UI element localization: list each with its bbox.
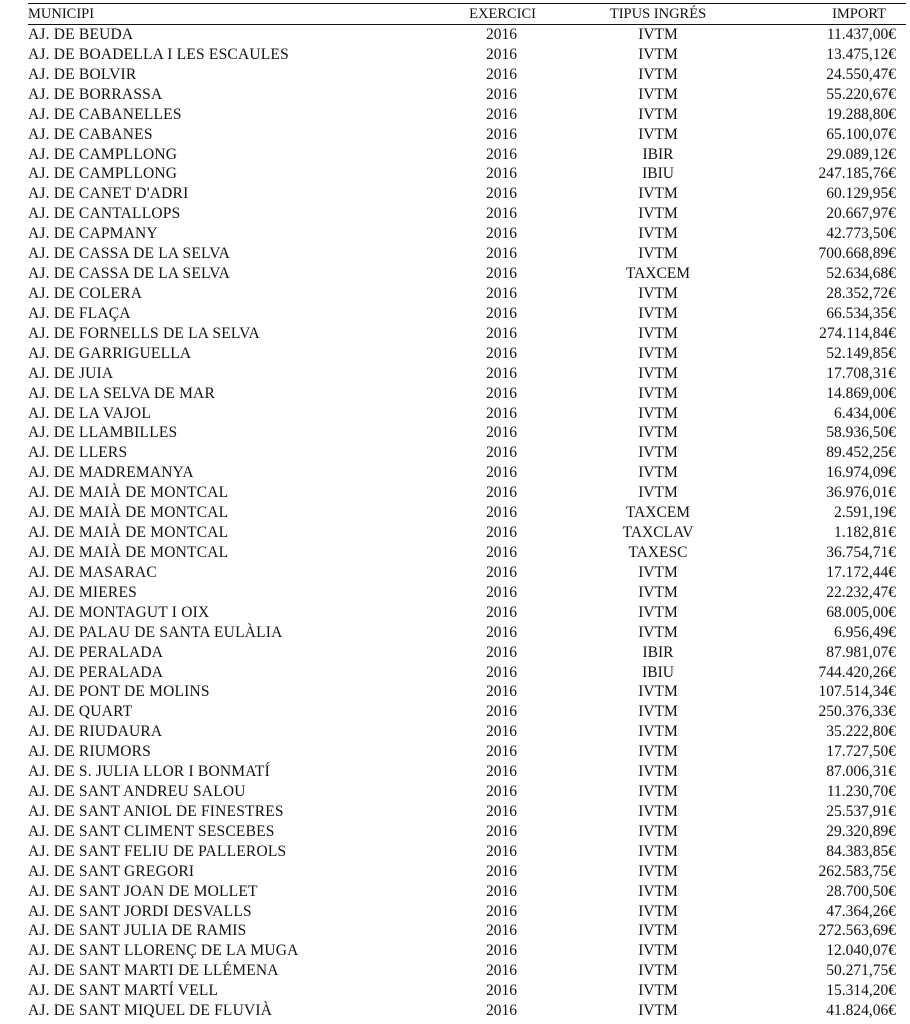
cell-import: 11.230,70€ xyxy=(826,783,896,801)
cell-municipi: AJ. DE SANT ANIOL DE FINESTRES xyxy=(28,802,284,820)
cell-tipus-ingres: IVTM xyxy=(638,85,678,103)
cell-municipi: AJ. DE CANTALLOPS xyxy=(28,205,181,223)
cell-tipus-ingres: IBIR xyxy=(642,145,674,163)
cell-municipi: AJ. DE SANT MARTI DE LLÉMENA xyxy=(28,962,279,980)
cell-municipi: AJ. DE QUART xyxy=(28,703,133,721)
table-row xyxy=(28,583,906,603)
cell-municipi: AJ. DE CANET D'ADRI xyxy=(28,185,189,203)
cell-import: 47.364,26€ xyxy=(826,902,896,920)
table-row xyxy=(28,85,906,105)
cell-tipus-ingres: IVTM xyxy=(638,484,678,502)
cell-tipus-ingres: IVTM xyxy=(638,65,678,83)
table-row xyxy=(28,264,906,284)
cell-municipi: AJ. DE MIERES xyxy=(28,583,137,601)
cell-tipus-ingres: IVTM xyxy=(638,404,678,422)
cell-exercici: 2016 xyxy=(486,45,517,63)
cell-tipus-ingres: IVTM xyxy=(638,882,678,900)
cell-tipus-ingres: IVTM xyxy=(638,26,678,43)
cell-exercici: 2016 xyxy=(486,524,517,542)
cell-exercici: 2016 xyxy=(486,205,517,223)
column-header-import: IMPORT xyxy=(738,4,906,25)
cell-tipus-ingres: IVTM xyxy=(638,942,678,960)
cell-exercici: 2016 xyxy=(486,245,517,263)
table-row xyxy=(28,941,906,961)
cell-import: 36.976,01€ xyxy=(826,484,896,502)
cell-municipi: AJ. DE SANT JORDI DESVALLS xyxy=(28,902,252,920)
cell-municipi: AJ. DE RIUMORS xyxy=(28,743,151,761)
cell-exercici: 2016 xyxy=(486,922,517,940)
cell-exercici: 2016 xyxy=(486,284,517,302)
cell-exercici: 2016 xyxy=(486,802,517,820)
cell-tipus-ingres: IVTM xyxy=(638,683,678,701)
table-header xyxy=(28,4,906,25)
cell-municipi: AJ. DE CABANES xyxy=(28,125,153,143)
table-body xyxy=(28,25,906,1022)
cell-import: 66.534,35€ xyxy=(826,304,896,322)
table-row xyxy=(28,603,906,623)
cell-municipi: AJ. DE SANT FELIU DE PALLEROLS xyxy=(28,842,287,860)
cell-import: 16.974,09€ xyxy=(826,464,896,482)
cell-import: 11.437,00€ xyxy=(826,26,896,43)
table-row xyxy=(28,742,906,762)
cell-import: 52.634,68€ xyxy=(826,265,896,283)
cell-exercici: 2016 xyxy=(486,484,517,502)
cell-exercici: 2016 xyxy=(486,822,517,840)
cell-import: 28.352,72€ xyxy=(826,284,896,302)
cell-tipus-ingres: IVTM xyxy=(638,205,678,223)
cell-exercici: 2016 xyxy=(486,982,517,1000)
cell-tipus-ingres: IVTM xyxy=(638,105,678,123)
table-row xyxy=(28,503,906,523)
table-row xyxy=(28,284,906,304)
tax-revenue-table xyxy=(28,3,906,1021)
table-row xyxy=(28,682,906,702)
cell-import: 84.383,85€ xyxy=(826,842,896,860)
cell-tipus-ingres: IVTM xyxy=(638,324,678,342)
cell-exercici: 2016 xyxy=(486,663,517,681)
cell-tipus-ingres: IVTM xyxy=(638,783,678,801)
cell-tipus-ingres: IVTM xyxy=(638,245,678,263)
cell-municipi: AJ. DE BOADELLA I LES ESCAULES xyxy=(28,45,289,63)
table-row xyxy=(28,981,906,1001)
cell-municipi: AJ. DE LLAMBILLES xyxy=(28,424,178,442)
cell-exercici: 2016 xyxy=(486,882,517,900)
cell-municipi: AJ. DE BEUDA xyxy=(28,26,134,43)
table-row xyxy=(28,483,906,503)
cell-exercici: 2016 xyxy=(486,225,517,243)
cell-import: 87.006,31€ xyxy=(826,763,896,781)
cell-exercici: 2016 xyxy=(486,324,517,342)
table-row xyxy=(28,344,906,364)
cell-exercici: 2016 xyxy=(486,623,517,641)
cell-exercici: 2016 xyxy=(486,364,517,382)
cell-tipus-ingres: IVTM xyxy=(638,444,678,462)
cell-exercici: 2016 xyxy=(486,603,517,621)
cell-import: 17.708,31€ xyxy=(826,364,896,382)
cell-import: 247.185,76€ xyxy=(818,165,896,183)
cell-import: 68.005,00€ xyxy=(826,603,896,621)
table-row xyxy=(28,902,906,922)
cell-import: 1.182,81€ xyxy=(834,524,896,542)
cell-import: 41.824,06€ xyxy=(826,1002,896,1020)
cell-exercici: 2016 xyxy=(486,942,517,960)
cell-import: 29.320,89€ xyxy=(826,822,896,840)
cell-exercici: 2016 xyxy=(486,703,517,721)
cell-import: 6.956,49€ xyxy=(834,623,896,641)
cell-tipus-ingres: IVTM xyxy=(638,563,678,581)
cell-tipus-ingres: IVTM xyxy=(638,723,678,741)
cell-municipi: AJ. DE BOLVIR xyxy=(28,65,137,83)
header-row xyxy=(28,4,906,25)
cell-municipi: AJ. DE JUIA xyxy=(28,364,114,382)
cell-import: 700.668,89€ xyxy=(818,245,896,263)
cell-exercici: 2016 xyxy=(486,543,517,561)
cell-tipus-ingres: IVTM xyxy=(638,1002,678,1020)
cell-exercici: 2016 xyxy=(486,1002,517,1020)
table-row xyxy=(28,563,906,583)
cell-municipi: AJ. DE FORNELLS DE LA SELVA xyxy=(28,324,260,342)
cell-import: 35.222,80€ xyxy=(826,723,896,741)
table-row xyxy=(28,882,906,902)
cell-tipus-ingres: IVTM xyxy=(638,603,678,621)
cell-tipus-ingres: IVTM xyxy=(638,125,678,143)
cell-tipus-ingres: IVTM xyxy=(638,583,678,601)
cell-tipus-ingres: IBIR xyxy=(642,643,674,661)
table-row xyxy=(28,423,906,443)
cell-municipi: AJ. DE LA SELVA DE MAR xyxy=(28,384,215,402)
cell-tipus-ingres: IVTM xyxy=(638,464,678,482)
cell-import: 58.936,50€ xyxy=(826,424,896,442)
cell-import: 274.114,84€ xyxy=(819,324,896,342)
cell-exercici: 2016 xyxy=(486,344,517,362)
cell-import: 50.271,75€ xyxy=(826,962,896,980)
cell-tipus-ingres: IVTM xyxy=(638,344,678,362)
cell-exercici: 2016 xyxy=(486,842,517,860)
cell-municipi: AJ. DE MAIÀ DE MONTCAL xyxy=(28,484,229,502)
cell-tipus-ingres: IVTM xyxy=(638,185,678,203)
cell-tipus-ingres: IVTM xyxy=(638,743,678,761)
cell-municipi: AJ. DE CAMPLLONG xyxy=(28,145,178,163)
cell-exercici: 2016 xyxy=(486,404,517,422)
table-row xyxy=(28,125,906,145)
cell-import: 17.172,44€ xyxy=(826,563,896,581)
cell-tipus-ingres: TAXCLAV xyxy=(622,524,694,542)
cell-exercici: 2016 xyxy=(486,683,517,701)
cell-import: 6.434,00€ xyxy=(834,404,896,422)
cell-import: 2.591,19€ xyxy=(834,504,896,522)
cell-exercici: 2016 xyxy=(486,862,517,880)
cell-tipus-ingres: IVTM xyxy=(638,902,678,920)
cell-exercici: 2016 xyxy=(486,783,517,801)
cell-import: 15.314,20€ xyxy=(826,982,896,1000)
cell-exercici: 2016 xyxy=(486,743,517,761)
cell-municipi: AJ. DE SANT LLORENÇ DE LA MUGA xyxy=(28,942,299,960)
table-row xyxy=(28,663,906,683)
cell-municipi: AJ. DE CABANELLES xyxy=(28,105,182,123)
cell-municipi: AJ. DE SANT MIQUEL DE FLUVIÀ xyxy=(28,1002,273,1020)
cell-tipus-ingres: IVTM xyxy=(638,763,678,781)
cell-exercici: 2016 xyxy=(486,26,517,43)
table-row xyxy=(28,1001,906,1021)
table-row xyxy=(28,45,906,65)
cell-import: 87.981,07€ xyxy=(826,643,896,661)
cell-municipi: AJ. DE SANT ANDREU SALOU xyxy=(28,783,246,801)
cell-import: 744.420,26€ xyxy=(818,663,896,681)
table-row xyxy=(28,702,906,722)
cell-exercici: 2016 xyxy=(486,185,517,203)
cell-tipus-ingres: TAXCEM xyxy=(625,265,691,283)
cell-tipus-ingres: IVTM xyxy=(638,45,678,63)
cell-exercici: 2016 xyxy=(486,265,517,283)
cell-tipus-ingres: IVTM xyxy=(638,922,678,940)
table-row xyxy=(28,404,906,424)
cell-tipus-ingres: IVTM xyxy=(638,982,678,1000)
cell-exercici: 2016 xyxy=(486,563,517,581)
cell-municipi: AJ. DE MADREMANYA xyxy=(28,464,194,482)
cell-tipus-ingres: TAXCEM xyxy=(625,504,691,522)
cell-municipi: AJ. DE MASARAC xyxy=(28,563,157,581)
table-row xyxy=(28,802,906,822)
cell-municipi: AJ. DE CASSA DE LA SELVA xyxy=(28,245,231,263)
cell-exercici: 2016 xyxy=(486,65,517,83)
table-row xyxy=(28,224,906,244)
cell-tipus-ingres: TAXESC xyxy=(628,543,688,561)
cell-import: 55.220,67€ xyxy=(826,85,896,103)
cell-import: 272.563,69€ xyxy=(818,922,896,940)
cell-tipus-ingres: IVTM xyxy=(638,304,678,322)
cell-municipi: AJ. DE COLERA xyxy=(28,284,143,302)
cell-municipi: AJ. DE RIUDAURA xyxy=(28,723,163,741)
column-header-tipus-ingres: TIPUS INGRÉS xyxy=(538,4,738,25)
table-row xyxy=(28,722,906,742)
table-row xyxy=(28,443,906,463)
table-row xyxy=(28,862,906,882)
cell-import: 65.100,07€ xyxy=(826,125,896,143)
cell-tipus-ingres: IVTM xyxy=(638,284,678,302)
table-row xyxy=(28,463,906,483)
cell-import: 13.475,12€ xyxy=(826,45,896,63)
cell-municipi: AJ. DE S. JULIA LLOR I BONMATÍ xyxy=(28,763,270,781)
cell-import: 25.537,91€ xyxy=(826,802,896,820)
cell-import: 107.514,34€ xyxy=(818,683,896,701)
cell-tipus-ingres: IVTM xyxy=(638,703,678,721)
cell-tipus-ingres: IBIU xyxy=(642,663,674,681)
cell-tipus-ingres: IVTM xyxy=(638,842,678,860)
table-row xyxy=(28,204,906,224)
table-row xyxy=(28,324,906,344)
table-row xyxy=(28,782,906,802)
table-row xyxy=(28,384,906,404)
cell-municipi: AJ. DE SANT JULIA DE RAMIS xyxy=(28,922,247,940)
cell-import: 22.232,47€ xyxy=(826,583,896,601)
cell-import: 14.869,00€ xyxy=(826,384,896,402)
cell-municipi: AJ. DE SANT MARTÍ VELL xyxy=(28,982,219,1000)
cell-municipi: AJ. DE PONT DE MOLINS xyxy=(28,683,210,701)
table-row xyxy=(28,145,906,165)
cell-municipi: AJ. DE CAPMANY xyxy=(28,225,158,243)
cell-exercici: 2016 xyxy=(486,902,517,920)
cell-municipi: AJ. DE GARRIGUELLA xyxy=(28,344,192,362)
cell-municipi: AJ. DE MAIÀ DE MONTCAL xyxy=(28,504,229,522)
table-row xyxy=(28,25,906,45)
cell-municipi: AJ. DE PERALADA xyxy=(28,663,164,681)
table-row xyxy=(28,842,906,862)
table-row xyxy=(28,543,906,563)
cell-import: 28.700,50€ xyxy=(826,882,896,900)
cell-tipus-ingres: IVTM xyxy=(638,962,678,980)
cell-tipus-ingres: IVTM xyxy=(638,424,678,442)
cell-tipus-ingres: IVTM xyxy=(638,364,678,382)
cell-import: 19.288,80€ xyxy=(826,105,896,123)
cell-municipi: AJ. DE FLAÇA xyxy=(28,304,131,322)
cell-exercici: 2016 xyxy=(486,384,517,402)
cell-exercici: 2016 xyxy=(486,464,517,482)
table-row xyxy=(28,164,906,184)
column-header-exercici: EXERCICI xyxy=(398,4,538,25)
cell-import: 89.452,25€ xyxy=(826,444,896,462)
cell-import: 52.149,85€ xyxy=(826,344,896,362)
cell-municipi: AJ. DE PERALADA xyxy=(28,643,164,661)
table-row xyxy=(28,623,906,643)
table-row xyxy=(28,921,906,941)
cell-municipi: AJ. DE LLERS xyxy=(28,444,128,462)
cell-municipi: AJ. DE CAMPLLONG xyxy=(28,165,178,183)
table-row xyxy=(28,643,906,663)
cell-municipi: AJ. DE MONTAGUT I OIX xyxy=(28,603,210,621)
cell-exercici: 2016 xyxy=(486,763,517,781)
table-row xyxy=(28,762,906,782)
cell-tipus-ingres: IVTM xyxy=(638,384,678,402)
cell-municipi: AJ. DE MAIÀ DE MONTCAL xyxy=(28,543,229,561)
table-row xyxy=(28,105,906,125)
table-row xyxy=(28,184,906,204)
cell-municipi: AJ. DE SANT JOAN DE MOLLET xyxy=(28,882,258,900)
cell-exercici: 2016 xyxy=(486,165,517,183)
cell-municipi: AJ. DE SANT CLIMENT SESCEBES xyxy=(28,822,275,840)
cell-import: 29.089,12€ xyxy=(826,145,896,163)
cell-municipi: AJ. DE MAIÀ DE MONTCAL xyxy=(28,524,229,542)
cell-import: 24.550,47€ xyxy=(826,65,896,83)
cell-import: 17.727,50€ xyxy=(826,743,896,761)
cell-exercici: 2016 xyxy=(486,723,517,741)
table-row xyxy=(28,364,906,384)
cell-exercici: 2016 xyxy=(486,424,517,442)
column-header-municipi: MUNICIPI xyxy=(28,4,398,25)
cell-tipus-ingres: IVTM xyxy=(638,862,678,880)
cell-import: 262.583,75€ xyxy=(818,862,896,880)
cell-municipi: AJ. DE BORRASSA xyxy=(28,85,163,103)
table-row xyxy=(28,523,906,543)
cell-tipus-ingres: IBIU xyxy=(642,165,674,183)
cell-import: 20.667,97€ xyxy=(826,205,896,223)
cell-exercici: 2016 xyxy=(486,643,517,661)
cell-exercici: 2016 xyxy=(486,583,517,601)
cell-exercici: 2016 xyxy=(486,444,517,462)
table-row xyxy=(28,822,906,842)
cell-exercici: 2016 xyxy=(486,304,517,322)
cell-tipus-ingres: IVTM xyxy=(638,623,678,641)
table-row xyxy=(28,961,906,981)
cell-tipus-ingres: IVTM xyxy=(638,225,678,243)
cell-exercici: 2016 xyxy=(486,105,517,123)
cell-exercici: 2016 xyxy=(486,125,517,143)
table-row xyxy=(28,304,906,324)
table-row xyxy=(28,244,906,264)
cell-municipi: AJ. DE LA VAJOL xyxy=(28,404,151,422)
cell-import: 36.754,71€ xyxy=(826,543,896,561)
cell-import: 250.376,33€ xyxy=(818,703,896,721)
cell-import: 12.040,07€ xyxy=(826,942,896,960)
cell-exercici: 2016 xyxy=(486,85,517,103)
cell-municipi: AJ. DE CASSA DE LA SELVA xyxy=(28,265,231,283)
cell-municipi: AJ. DE PALAU DE SANTA EULÀLIA xyxy=(28,623,283,641)
cell-exercici: 2016 xyxy=(486,145,517,163)
cell-exercici: 2016 xyxy=(486,962,517,980)
cell-municipi: AJ. DE SANT GREGORI xyxy=(28,862,195,880)
cell-tipus-ingres: IVTM xyxy=(638,822,678,840)
cell-exercici: 2016 xyxy=(486,504,517,522)
table-row xyxy=(28,65,906,85)
cell-tipus-ingres: IVTM xyxy=(638,802,678,820)
cell-import: 60.129,95€ xyxy=(826,185,896,203)
cell-import: 42.773,50€ xyxy=(826,225,896,243)
